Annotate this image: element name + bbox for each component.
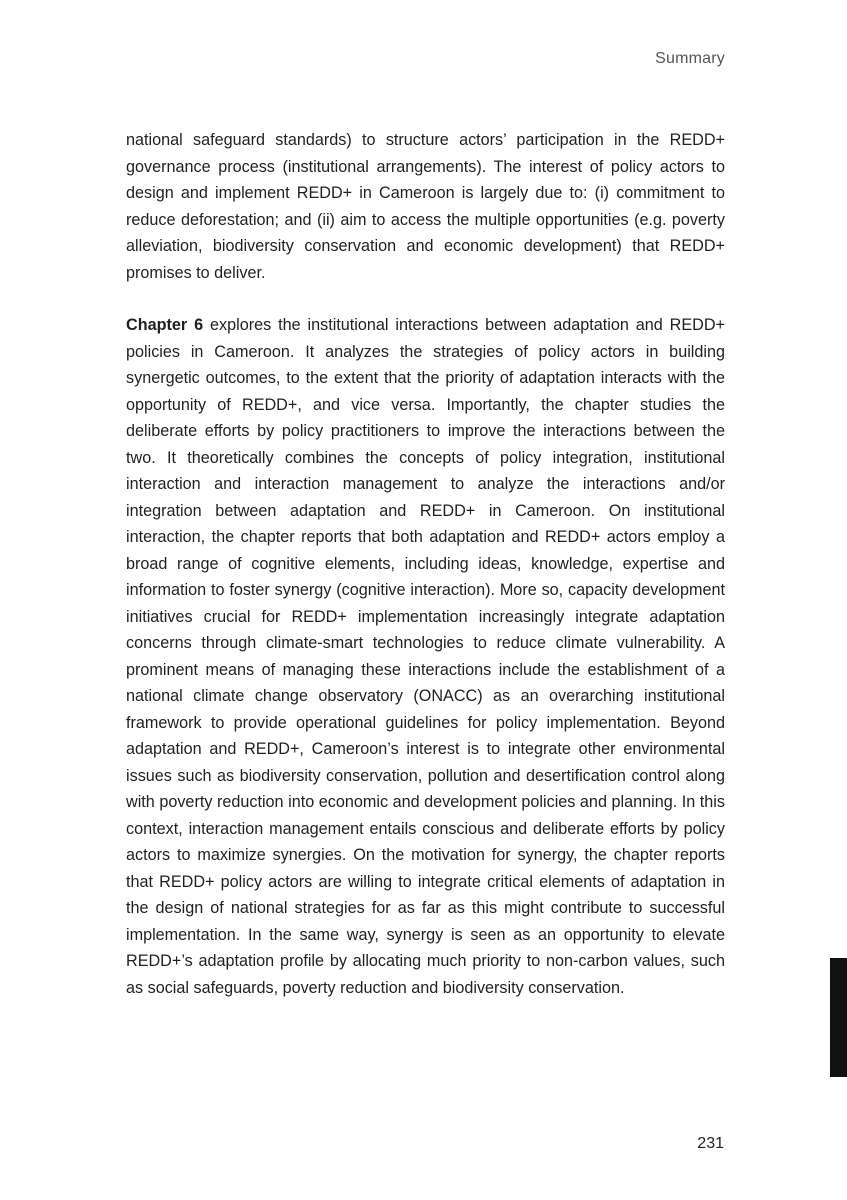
body-paragraph-2 — [126, 312, 725, 1001]
page-number: 231 — [697, 1135, 724, 1152]
running-header-title: Summary — [655, 50, 725, 67]
body-paragraph-1: national safeguard standards) to structure actors’ participation in the REDD+ governance process (institutional arrangements). The interest of policy actors to design and implement REDD+ in Cameroon is largely due to: (i) commitment to reduce deforestation; and (ii) aim to access the multiple opportunities (e.g. poverty alleviation, biodiversity conservation and economic development) that REDD+ promises to deliver. — [126, 131, 725, 282]
chapter-lead-label: Chapter 6 — [126, 316, 204, 334]
body-paragraph-2-text: explores the institutional interactions between adaptation and REDD+ policies in Cameroon. It analyzes the strategies of policy actors in building synergetic outcomes, to the extent that the priority of adaptation interacts with the opportunity of REDD+, and vice versa. Importantly, the chapter studies the deliberate efforts by policy practitioners to improve the interactions between the two. It theoretically combines the concepts of policy integration, institutional interaction and interaction management to analyze the interactions and/or integration between adaptation and REDD+ in Cameroon. On institutional interaction, the chapter reports that both adaptation and REDD+ actors employ a broad range of cognitive elements, including ideas, knowledge, expertise and information to foster synergy (cognitive interaction). More so, capacity development initiatives crucial for REDD+ implementation increasingly integrate adaptation concerns through climate-smart technologies to reduce climate vulnerability. A prominent means of managing these interactions include the establishment of a national climate change observatory (ONACC) as an overarching institutional framework to provide operational guidelines for policy implementation. Beyond adaptation and REDD+, Cameroon’s interest is to integrate other environmental issues such as biodiversity conservation, pollution and desertification control along with poverty reduction into economic and development policies and planning. In this context, interaction management entails conscious and deliberate efforts by policy actors to maximize synergies. On the motivation for synergy, the chapter reports that REDD+ policy actors are willing to integrate critical elements of adaptation in the design of national strategies for as far as this might contribute to successful implementation. In the same way, synergy is seen as an opportunity to elevate REDD+’s adaptation profile by allocating much priority to non-carbon values, such as social safeguards, poverty reduction and biodiversity conservation. — [126, 316, 725, 997]
chapter-thumb-tab — [830, 958, 847, 1077]
